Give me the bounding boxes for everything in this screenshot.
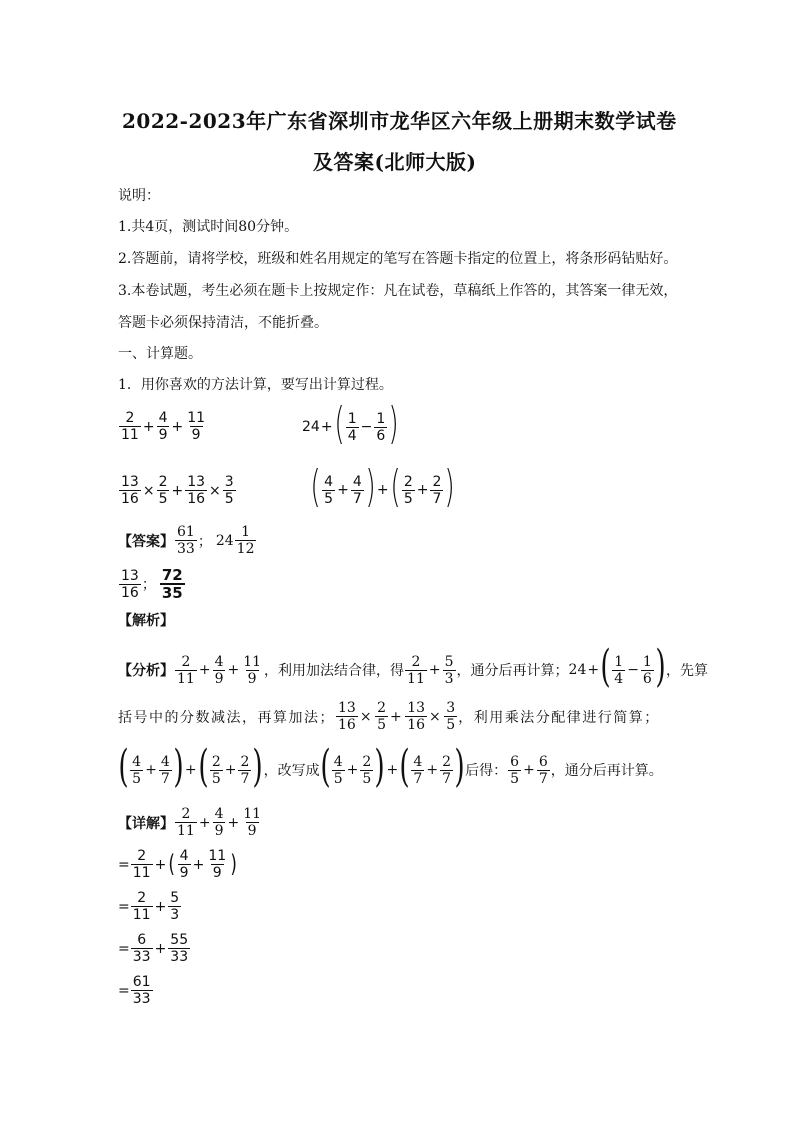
denominator: 12 [236,541,255,557]
math-text: 24 [215,532,234,549]
math-operator: + [145,762,157,778]
parenthesis: ( [168,849,176,878]
math-operator: + [154,940,167,957]
denominator: 5 [132,770,142,787]
numerator: 5 [444,653,454,670]
denominator: 9 [179,865,189,881]
fraction [375,700,388,733]
numerator: 13 [121,474,139,490]
fraction [210,754,223,787]
fraction [206,848,228,881]
math-operator: + [198,814,211,831]
fraction [612,654,625,687]
fraction [508,754,521,787]
math-operator: × [429,708,443,725]
numerator: 4 [158,410,168,426]
math-operator: + [320,419,333,435]
numerator: 11 [208,848,227,864]
denominator: 7 [432,490,442,507]
math-operator: + [386,762,399,778]
denominator: 9 [158,427,168,443]
denominator: 33 [132,949,151,965]
fraction [641,654,654,687]
fraction [160,567,185,601]
math-text: 括号中的分数减法，再算加法； [118,709,335,726]
fraction [175,524,197,557]
numerator: 1 [642,653,652,670]
denominator: 5 [324,490,334,507]
math-text: = [118,982,130,999]
question-1: 1．用你喜欢的方法计算，要写出计算过程。 [118,377,393,393]
denominator: 33 [170,949,189,965]
denominator: 9 [212,865,222,881]
fraction [157,410,170,443]
denominator: 33 [132,991,151,1007]
math-operator: + [428,662,441,678]
math-text: 后得： [465,763,508,779]
numerator: 11 [243,653,262,670]
fraction [213,806,226,839]
parenthesis: ) [388,398,400,449]
math-operator: + [154,856,167,873]
denominator: 5 [333,770,343,787]
fraction [336,700,358,733]
math-operator: + [192,856,205,873]
math-operator: + [171,482,184,499]
fraction [157,474,170,507]
fraction [402,474,415,507]
numerator: 5 [170,890,180,906]
numerator: 4 [179,848,189,864]
numerator: 1 [376,410,386,427]
numerator: 6 [137,932,147,948]
fraction [175,654,197,687]
denominator: 6 [642,670,652,687]
math-operator: − [627,662,639,678]
note-1: 1.共4页，测试时间80分钟。 [118,219,299,235]
numerator: 2 [137,890,147,906]
parenthesis: ) [655,641,666,692]
numerator: 13 [338,700,356,716]
fraction [131,932,153,965]
fraction [322,474,335,507]
denominator: 5 [446,717,456,733]
fraction [130,754,143,787]
parenthesis: ( [600,641,611,692]
numerator: 4 [160,753,170,770]
detail-step-4 [118,974,154,1007]
fraction [405,700,427,733]
parenthesis: ( [310,461,321,512]
denominator: 7 [442,770,451,787]
detail-step-2 [118,890,182,923]
numerator: 4 [132,753,142,770]
denominator: 16 [187,491,206,507]
fraction [168,890,181,923]
numerator: 3 [224,474,234,490]
expr-4 [310,461,456,512]
math-operator: + [389,708,404,725]
denominator: 5 [158,491,168,507]
note-3a: 3.本卷试题，考生必须在题卡上按规定作：凡在试卷，草稿纸上作答的，其答案一律无效， [118,283,678,299]
numerator: 2 [240,753,250,770]
math-operator: + [154,898,167,915]
denominator: 16 [121,491,139,507]
denominator: 5 [510,770,520,787]
parenthesis: ) [454,741,465,792]
fraction [332,754,345,787]
parenthesis: ) [444,461,456,512]
notes-heading: 说明： [118,188,160,204]
math-operator: + [587,662,600,678]
denominator: 11 [407,670,425,687]
parenthesis: ( [333,398,345,449]
parenthesis: ( [320,741,331,792]
math-operator: + [227,662,240,678]
math-text: ； [141,577,156,593]
numerator: 2 [181,653,191,670]
numerator: 6 [510,753,520,770]
denominator: 9 [214,670,224,687]
math-text: ，通分后再计算。 [550,763,663,779]
denominator: 11 [177,670,195,687]
detail-step-3 [118,932,191,965]
math-operator: + [346,762,359,778]
fraction [238,754,251,787]
math-operator: + [416,482,429,498]
fraction [444,700,457,733]
fenxi-line-2 [118,700,660,733]
math-operator: + [184,762,197,778]
denominator: 16 [338,717,356,733]
denominator: 5 [362,770,372,787]
math-operator: + [198,662,211,678]
fraction [443,654,456,687]
parenthesis: ) [173,741,184,792]
math-operator: + [523,762,535,778]
numerator: 61 [132,974,151,990]
numerator: 55 [170,932,189,948]
fenxi-line-1 [118,641,709,692]
numerator: 2 [125,410,135,426]
denominator: 5 [224,491,234,507]
math-text: 24 [302,419,320,435]
denominator: 7 [160,770,170,787]
expr-1 [118,410,208,443]
note-3b: 答题卡必须保持清洁，不能折叠。 [118,315,328,331]
denominator: 7 [352,490,362,507]
numerator: 11 [243,806,262,822]
fraction [241,806,263,839]
title-line-1: 2022-2023年广东省深圳市龙华区六年级上册期末数学试卷 [122,109,677,133]
denominator: 4 [347,427,357,444]
answer-line-2 [118,567,186,601]
numerator: 13 [121,567,139,584]
numerator: 4 [214,806,224,822]
denominator: 11 [177,823,195,839]
detail-step-1 [118,848,239,881]
denominator: 5 [403,490,413,507]
section-heading: 一、计算题。 [118,346,202,362]
math-operator: + [227,814,240,831]
math-text: ，先算 [666,663,709,679]
numerator: 2 [442,753,451,770]
math-text: = [118,856,130,873]
math-text: 【分析】 [118,663,174,679]
math-text: 【详解】 [118,815,174,832]
math-operator: × [359,708,374,725]
numerator: 2 [137,848,147,864]
denominator: 16 [407,717,426,733]
denominator: 16 [121,584,139,601]
parenthesis: ( [390,461,401,512]
parenthesis: ) [230,849,238,878]
numerator: 61 [177,524,195,540]
numerator: 2 [411,653,421,670]
math-operator: + [224,762,237,778]
math-operator: × [209,482,221,499]
numerator: 72 [161,566,183,584]
denominator: 7 [413,770,423,787]
numerator: 4 [214,653,224,670]
fraction [241,654,263,687]
parenthesis: ) [365,461,376,512]
numerator: 2 [181,806,191,822]
fraction [119,568,141,601]
math-text: 24 [568,662,587,678]
fraction [131,890,153,923]
title-line-2: 及答案(北师大版) [313,150,477,174]
fraction [159,754,172,787]
fraction [440,754,453,787]
analysis-label: 【解析】 [118,613,174,629]
denominator: 35 [161,584,183,602]
math-operator: + [376,482,389,498]
denominator: 4 [614,670,624,687]
math-operator: + [142,418,155,435]
parenthesis: ( [118,741,129,792]
fraction [405,654,427,687]
parenthesis: ( [198,741,209,792]
answer-line-1 [118,524,257,557]
denominator: 9 [247,670,257,687]
denominator: 5 [377,717,386,733]
numerator: 4 [352,473,362,490]
denominator: 9 [214,823,224,839]
fraction [119,410,141,443]
fraction [213,654,226,687]
parenthesis: ) [252,741,264,792]
math-text: = [118,940,130,957]
numerator: 11 [187,410,206,426]
expr-3 [118,474,237,507]
numerator: 2 [432,473,442,490]
numerator: 1 [347,410,357,427]
fraction [168,932,190,965]
math-operator: + [426,762,439,778]
detail-line-1 [118,806,264,839]
fraction [185,410,207,443]
math-text: ，通分后再计算； [456,663,569,679]
fraction [223,474,236,507]
fraction [374,411,387,444]
math-text: ，利用乘法分配律进行简算； [458,709,660,726]
numerator: 2 [158,474,168,490]
denominator: 3 [444,670,454,687]
denominator: 7 [240,770,250,787]
math-text: ，改写成 [263,763,320,779]
numerator: 13 [187,474,206,490]
numerator: 2 [362,753,372,770]
numerator: 2 [211,753,221,770]
fraction [178,848,191,881]
numerator: 2 [377,700,386,716]
fraction [175,806,197,839]
numerator: 6 [538,753,548,770]
denominator: 3 [170,907,180,923]
numerator: 1 [241,524,251,540]
parenthesis: ( [399,741,410,792]
fraction [346,411,359,444]
math-operator: + [337,482,349,498]
fraction [360,754,373,787]
parenthesis: ) [374,741,386,792]
denominator: 33 [177,541,195,557]
fraction [119,474,141,507]
numerator: 2 [403,473,413,490]
math-text: = [118,898,130,915]
fraction [411,754,424,787]
fraction [131,974,153,1007]
math-text: ； [197,533,212,550]
denominator: 6 [376,427,386,444]
denominator: 11 [121,427,139,443]
numerator: 4 [413,753,423,770]
denominator: 7 [538,770,548,787]
fenxi-line-3 [118,741,663,792]
numerator: 4 [324,473,334,490]
math-operator: + [171,418,184,435]
fraction [185,474,207,507]
expr-2 [302,398,400,449]
fraction [537,754,550,787]
fraction [351,474,364,507]
denominator: 9 [191,427,201,443]
numerator: 4 [333,753,343,770]
math-operator: × [142,482,155,499]
denominator: 11 [132,865,151,881]
numerator: 1 [614,653,624,670]
note-2: 2.答题前，请将学校，班级和姓名用规定的笔写在答题卡指定的位置上，将条形码钻贴好。 [118,251,678,267]
fraction [430,474,443,507]
fraction [131,848,153,881]
math-operator: − [360,419,373,435]
numerator: 13 [407,700,426,716]
numerator: 3 [446,700,456,716]
math-text: ，利用加法结合律，得 [264,663,405,679]
fraction [235,524,257,557]
denominator: 9 [247,823,257,839]
denominator: 5 [211,770,221,787]
answer-label: 【答案】 [118,533,174,550]
denominator: 11 [132,907,151,923]
